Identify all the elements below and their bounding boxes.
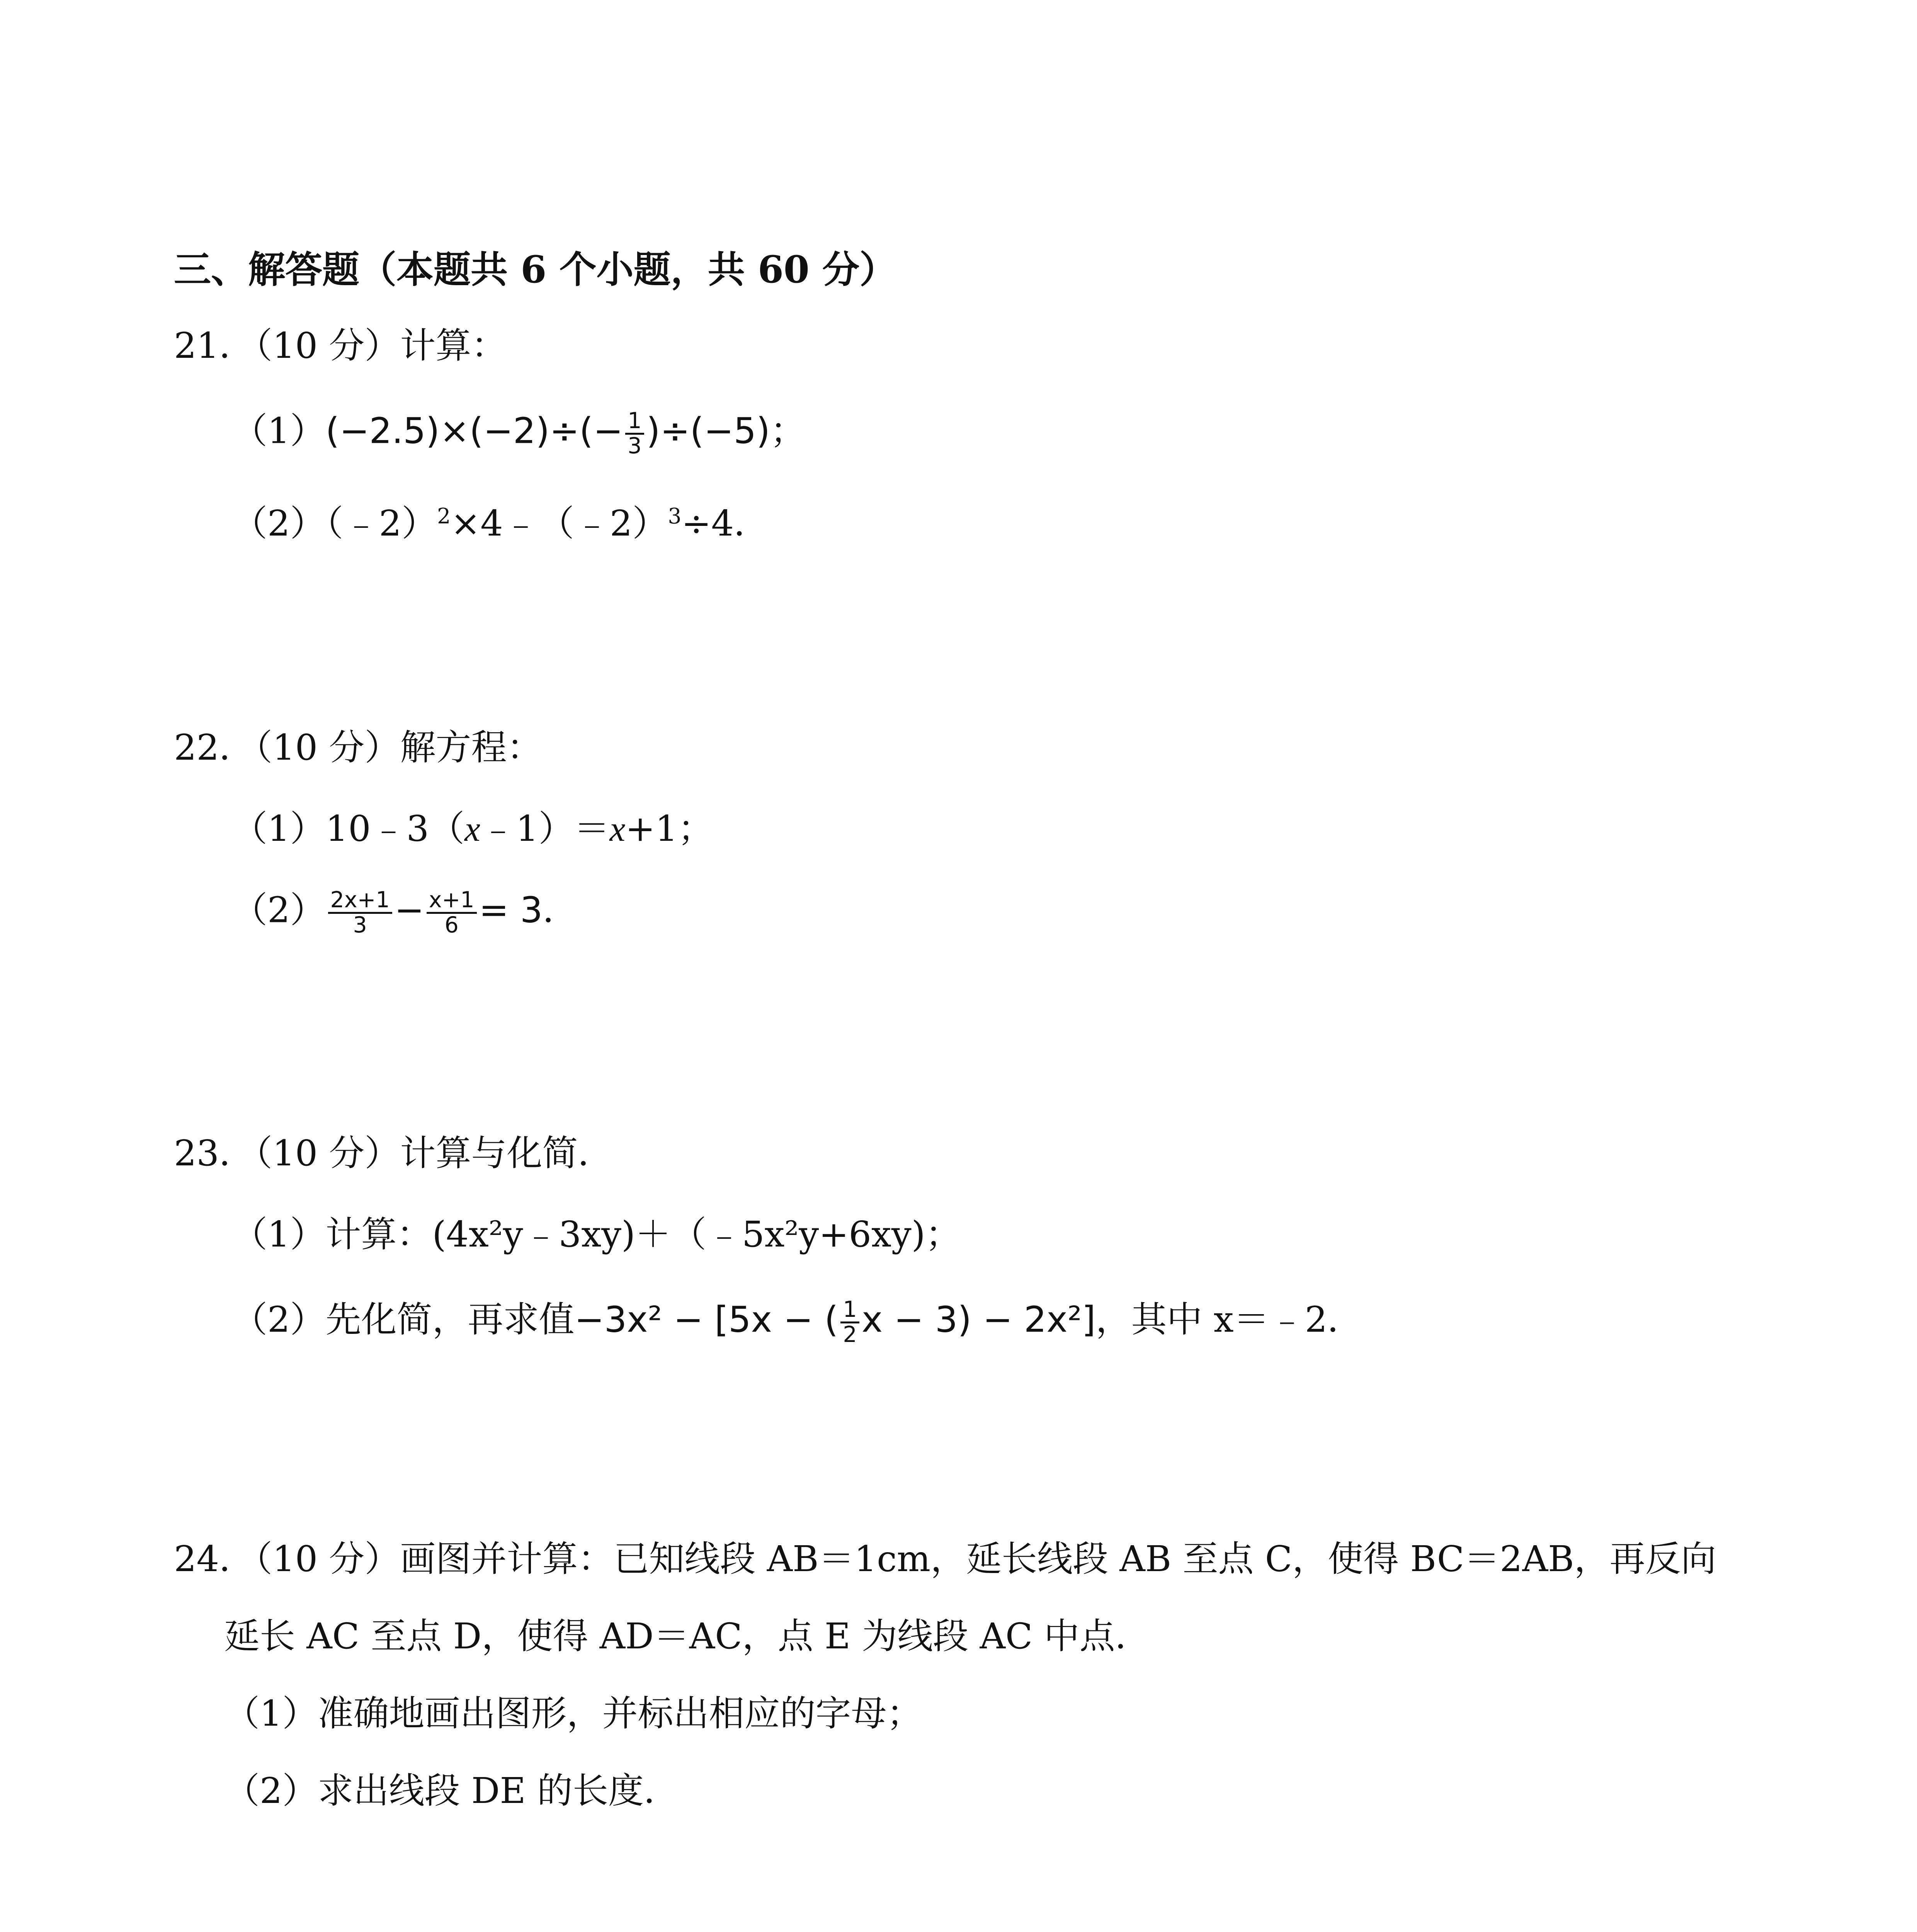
question-23-header: 23．（10 分）计算与化简． <box>174 1133 614 1174</box>
expr: 10﹣3（ <box>325 808 465 849</box>
fraction-numerator: 2x+1 <box>328 889 392 914</box>
fraction-numerator: x+1 <box>427 889 477 914</box>
fraction-denominator: 3 <box>628 433 642 459</box>
exponent: 3 <box>668 504 682 529</box>
fraction-denominator: 2 <box>843 1321 857 1347</box>
fraction <box>625 410 644 458</box>
condition-text: ，其中 x＝﹣2． <box>1095 1299 1363 1340</box>
part-label: （2） <box>232 889 326 931</box>
question-21-header: 21．（10 分）计算： <box>174 325 507 366</box>
fraction-denominator: 6 <box>444 912 459 938</box>
question-22-header: 22．（10 分）解方程： <box>174 727 543 768</box>
question-23-part-2 <box>232 1298 1363 1347</box>
question-22-part-2 <box>232 889 578 937</box>
minus-sign: − <box>394 889 424 931</box>
fraction-denominator: 3 <box>353 912 367 938</box>
math-expression: −3x² − [5x − ( <box>574 1299 839 1340</box>
question-24-line-2: 延长 AC 至点 D，使得 AD＝AC，点 E 为线段 AC 中点． <box>224 1616 1151 1657</box>
variable: x <box>609 809 626 849</box>
variable: x <box>464 809 480 849</box>
question-24-line-1: 24．（10 分）画图并计算：已知线段 AB＝1cm，延长线段 AB 至点 C，使得 BC＝2AB，再反向 <box>174 1538 1716 1580</box>
part-label: （1） <box>232 410 326 452</box>
fraction-numerator: 1 <box>840 1298 859 1323</box>
part-label: （2）先化简，再求值 <box>232 1299 575 1340</box>
expr: +1； <box>625 808 714 849</box>
expr: ﹣1）＝ <box>480 808 610 849</box>
section-title: 三、解答题（本题共 6 个小题，共 60 分） <box>174 248 897 291</box>
math-expression: )÷(−5)； <box>646 410 806 452</box>
fraction <box>427 889 477 937</box>
question-21-part-2 <box>232 502 769 545</box>
fraction <box>328 889 392 937</box>
question-23-part-1: （1）计算：(4x²y﹣3xy)＋（﹣5x²y+6xy)； <box>232 1214 961 1255</box>
expr: （﹣2） <box>325 503 437 544</box>
expr: ÷4． <box>681 503 770 544</box>
math-expression: = 3． <box>479 889 578 931</box>
question-24-part-1: （1）准确地画出图形，并标出相应的字母； <box>224 1693 922 1734</box>
question-22-part-1 <box>232 808 713 850</box>
part-label: （1） <box>232 808 326 849</box>
math-expression: x − 3) − 2x²] <box>861 1299 1096 1340</box>
part-label: （2） <box>232 503 326 544</box>
fraction-numerator: 1 <box>625 410 644 435</box>
exponent: 2 <box>437 504 451 529</box>
math-expression: (−2.5)×(−2)÷(− <box>325 410 623 452</box>
expr: ×4﹣（﹣2） <box>451 503 668 544</box>
question-24-part-2: （2）求出线段 DE 的长度． <box>224 1770 679 1811</box>
fraction <box>840 1298 859 1347</box>
question-21-part-1 <box>232 410 806 458</box>
